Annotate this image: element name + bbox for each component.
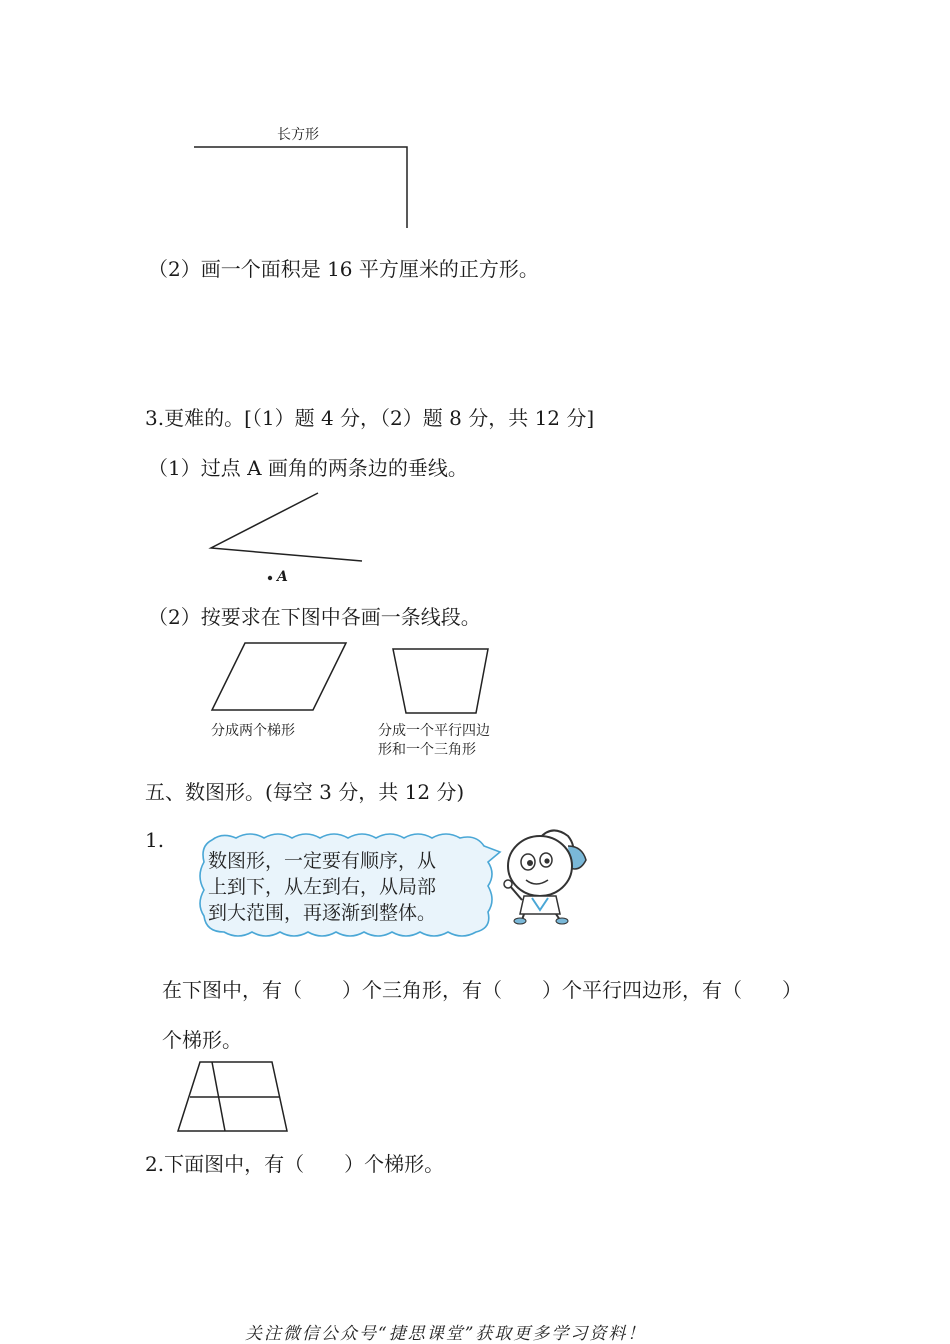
parallelogram-caption: 分成两个梯形 [211, 723, 295, 739]
trapezoid-caption-2: 形和一个三角形 [378, 742, 476, 758]
footer-note: 关注微信公众号“捷思课堂”获取更多学习资料！ [245, 1324, 647, 1344]
section-5-q2-text: 2.下面图中，有（ ）个梯形。 [145, 1152, 445, 1176]
bubble-line-1: 数图形，一定要有顺序，从 [208, 850, 437, 872]
point-a-label: A [277, 569, 288, 585]
rectangle-label: 长方形 [277, 127, 319, 143]
question-2-2: （2）画一个面积是 16 平方厘米的正方形。 [148, 257, 539, 281]
question-3-title: 3.更难的。[（1）题 4 分，（2）题 8 分，共 12 分] [145, 406, 595, 430]
trapezoid-caption-1: 分成一个平行四边 [378, 723, 490, 739]
section-5-q1-number: 1. [145, 828, 165, 852]
section-5-q1-text-2: 个梯形。 [162, 1028, 242, 1052]
bubble-line-2: 上到下，从左到右，从局部 [208, 876, 437, 898]
section-5-title: 五、数图形。(每空 3 分，共 12 分) [145, 780, 465, 804]
question-3-2: （2）按要求在下图中各画一条线段。 [148, 605, 481, 629]
section-5-q1-text-1: 在下图中，有（ ）个三角形，有（ ）个平行四边形，有（ ） [162, 978, 802, 1002]
question-3-1: （1）过点 A 画角的两条边的垂线。 [148, 456, 468, 480]
bubble-line-3: 到大范围，再逐渐到整体。 [208, 902, 437, 924]
